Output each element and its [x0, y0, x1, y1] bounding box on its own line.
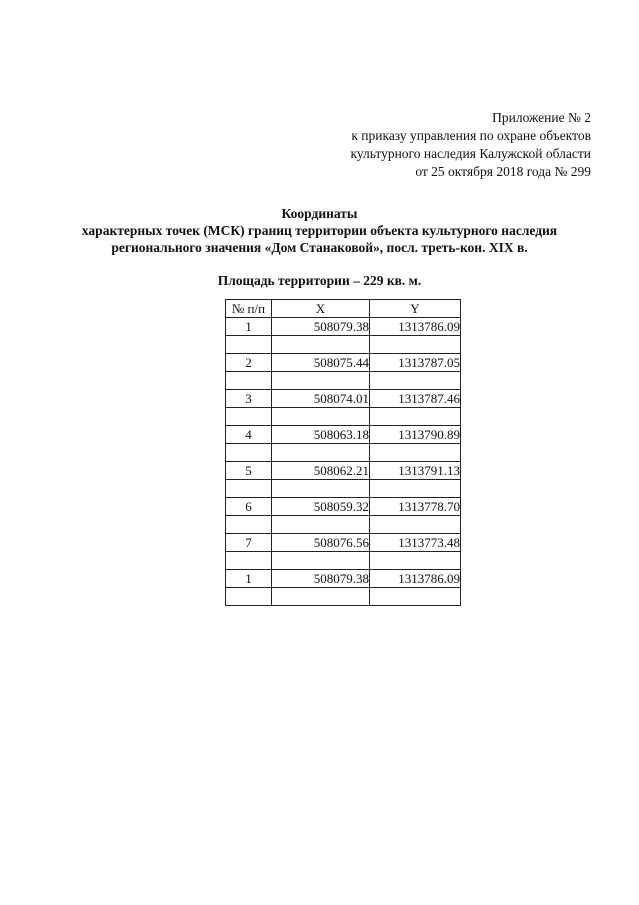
table-row — [226, 588, 461, 606]
document-title: Координаты — [281, 206, 358, 221]
x-coordinate-cell — [272, 552, 370, 570]
x-coordinate-cell: 508076.56 — [272, 534, 370, 552]
y-coordinate-cell — [370, 372, 461, 390]
table-row — [226, 552, 461, 570]
table-row — [226, 372, 461, 390]
y-coordinate-cell: 1313787.46 — [370, 390, 461, 408]
column-header-y: Y — [370, 300, 461, 318]
table-row — [226, 498, 461, 516]
x-coordinate-cell: 508059.32 — [272, 498, 370, 516]
point-number-cell: 5 — [226, 462, 272, 480]
document-subtitle-line-2: регионального значения «Дом Станаковой», посл. треть-кон. XIX в. — [111, 240, 528, 255]
point-number-cell — [226, 588, 272, 606]
y-coordinate-cell — [370, 516, 461, 534]
y-coordinate-cell: 1313786.09 — [370, 570, 461, 588]
appendix-block — [350, 109, 591, 181]
y-coordinate-cell — [370, 588, 461, 606]
table-row — [226, 336, 461, 354]
column-header-x: X — [272, 300, 370, 318]
appendix-title: Приложение № 2 — [492, 110, 591, 125]
point-number-cell — [226, 372, 272, 390]
table-row — [226, 318, 461, 336]
table-row — [226, 408, 461, 426]
appendix-order-line: к приказу управления по охране объектов — [351, 128, 591, 143]
point-number-cell — [226, 336, 272, 354]
coordinates-table — [225, 299, 461, 606]
table-row — [226, 390, 461, 408]
point-number-cell — [226, 552, 272, 570]
x-coordinate-cell: 508063.18 — [272, 426, 370, 444]
y-coordinate-cell: 1313790.89 — [370, 426, 461, 444]
table-row — [226, 480, 461, 498]
point-number-cell: 1 — [226, 318, 272, 336]
x-coordinate-cell: 508062.21 — [272, 462, 370, 480]
point-number-cell — [226, 516, 272, 534]
point-number-cell: 6 — [226, 498, 272, 516]
table-row — [226, 426, 461, 444]
y-coordinate-cell — [370, 444, 461, 462]
point-number-cell: 3 — [226, 390, 272, 408]
point-number-cell: 7 — [226, 534, 272, 552]
x-coordinate-cell — [272, 588, 370, 606]
x-coordinate-cell — [272, 336, 370, 354]
x-coordinate-cell — [272, 408, 370, 426]
x-coordinate-cell: 508079.38 — [272, 318, 370, 336]
point-number-cell — [226, 480, 272, 498]
x-coordinate-cell: 508075.44 — [272, 354, 370, 372]
table-row — [226, 444, 461, 462]
table-row — [226, 570, 461, 588]
y-coordinate-cell — [370, 552, 461, 570]
y-coordinate-cell — [370, 408, 461, 426]
x-coordinate-cell — [272, 372, 370, 390]
x-coordinate-cell — [272, 516, 370, 534]
point-number-cell — [226, 444, 272, 462]
point-number-cell: 2 — [226, 354, 272, 372]
y-coordinate-cell: 1313786.09 — [370, 318, 461, 336]
table-row — [226, 354, 461, 372]
y-coordinate-cell: 1313791.13 — [370, 462, 461, 480]
appendix-date-line: от 25 октября 2018 года № 299 — [415, 164, 591, 179]
coordinates-table-body — [226, 318, 461, 606]
table-row — [226, 462, 461, 480]
column-header-number: № п/п — [226, 300, 272, 318]
territory-area: Площадь территории – 229 кв. м. — [217, 273, 422, 288]
y-coordinate-cell: 1313787.05 — [370, 354, 461, 372]
table-row — [226, 534, 461, 552]
table-row — [226, 516, 461, 534]
document-subtitle-line-1: характерных точек (МСК) границ территории объекта культурного наследия — [81, 223, 558, 238]
y-coordinate-cell — [370, 480, 461, 498]
table-header-row — [226, 300, 461, 318]
y-coordinate-cell — [370, 336, 461, 354]
point-number-cell — [226, 408, 272, 426]
point-number-cell: 1 — [226, 570, 272, 588]
y-coordinate-cell: 1313778.70 — [370, 498, 461, 516]
appendix-authority-line: культурного наследия Калужской области — [350, 146, 591, 161]
x-coordinate-cell — [272, 444, 370, 462]
document-heading — [0, 205, 639, 256]
point-number-cell: 4 — [226, 426, 272, 444]
x-coordinate-cell: 508079.38 — [272, 570, 370, 588]
y-coordinate-cell: 1313773.48 — [370, 534, 461, 552]
x-coordinate-cell: 508074.01 — [272, 390, 370, 408]
x-coordinate-cell — [272, 480, 370, 498]
